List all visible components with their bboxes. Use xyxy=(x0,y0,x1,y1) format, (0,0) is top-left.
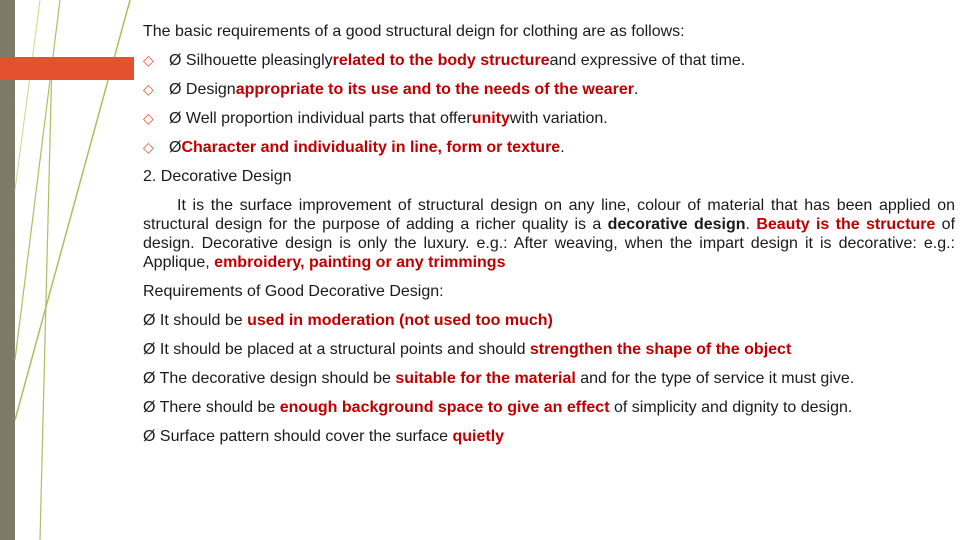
item-text: with variation. xyxy=(509,110,608,127)
slide-content xyxy=(143,22,955,446)
diamond-bullet-icon: ◇ xyxy=(143,52,154,68)
decorative-lines xyxy=(0,0,140,540)
decorative-item xyxy=(143,311,955,330)
structural-item xyxy=(143,51,955,70)
decorative-item xyxy=(143,398,955,417)
decorative-item xyxy=(143,427,955,446)
intro-text: The basic requirements of a good structural deign for clothing are as follows: xyxy=(143,23,685,40)
item-text: and expressive of that time. xyxy=(549,52,746,69)
decorative-paragraph xyxy=(143,196,955,272)
item-text: Ø The decorative design should be xyxy=(143,370,396,387)
item-highlight: related to the body structure xyxy=(332,52,550,69)
item-highlight: appropriate to its use and to the needs of the wearer xyxy=(235,81,634,98)
decorative-item xyxy=(143,369,955,388)
item-text: Ø Design xyxy=(169,81,236,98)
item-text: . xyxy=(634,81,639,98)
diamond-bullet-icon: ◇ xyxy=(143,81,154,97)
item-highlight: strengthen the shape of the object xyxy=(529,341,792,358)
item-highlight: quietly xyxy=(452,428,505,445)
item-text: Ø Silhouette pleasingly xyxy=(169,52,333,69)
para-highlight: Beauty is the structure xyxy=(756,216,936,233)
item-highlight: used in moderation (not used too much) xyxy=(247,312,553,329)
decorative-item xyxy=(143,340,955,359)
structural-item xyxy=(143,138,955,157)
structural-item xyxy=(143,80,955,99)
accent-bar xyxy=(0,57,134,80)
item-highlight: suitable for the material xyxy=(395,370,576,387)
para-highlight: embroidery, painting or any trimmings xyxy=(214,254,506,271)
diamond-bullet-icon: ◇ xyxy=(143,139,154,155)
para-text: . xyxy=(745,216,757,233)
item-text: and for the type of service it must give. xyxy=(575,370,855,387)
requirements-title: Requirements of Good Decorative Design: xyxy=(143,283,444,300)
item-highlight: enough background space to give an effect xyxy=(279,399,610,416)
item-text: Ø It should be xyxy=(143,312,248,329)
para-text: of design. Decorative design is only the luxury. e.g.: After weaving, when the impart design it is decorative: e.g.: Applique, xyxy=(143,216,956,271)
diamond-bullet-icon: ◇ xyxy=(143,110,154,126)
item-text: . xyxy=(560,139,565,156)
para-bold: decorative design xyxy=(607,216,746,233)
section-heading: 2. Decorative Design xyxy=(143,168,292,185)
item-text: Ø Surface pattern should cover the surface xyxy=(143,428,453,445)
item-highlight: unity xyxy=(471,110,510,127)
item-text: Ø There should be xyxy=(143,399,280,416)
item-text: Ø xyxy=(169,139,182,156)
item-text: Ø Well proportion individual parts that offer xyxy=(169,110,472,127)
structural-item xyxy=(143,109,955,128)
item-highlight: Character and individuality in line, form or texture xyxy=(181,139,561,156)
para-text: It is the surface improvement of structural design on any line, colour of material that has been applied on structural design for the purpose of adding a richer quality is a xyxy=(143,197,955,233)
item-text: Ø It should be placed at a structural points and should xyxy=(143,341,530,358)
item-text: of simplicity and dignity to design. xyxy=(609,399,853,416)
